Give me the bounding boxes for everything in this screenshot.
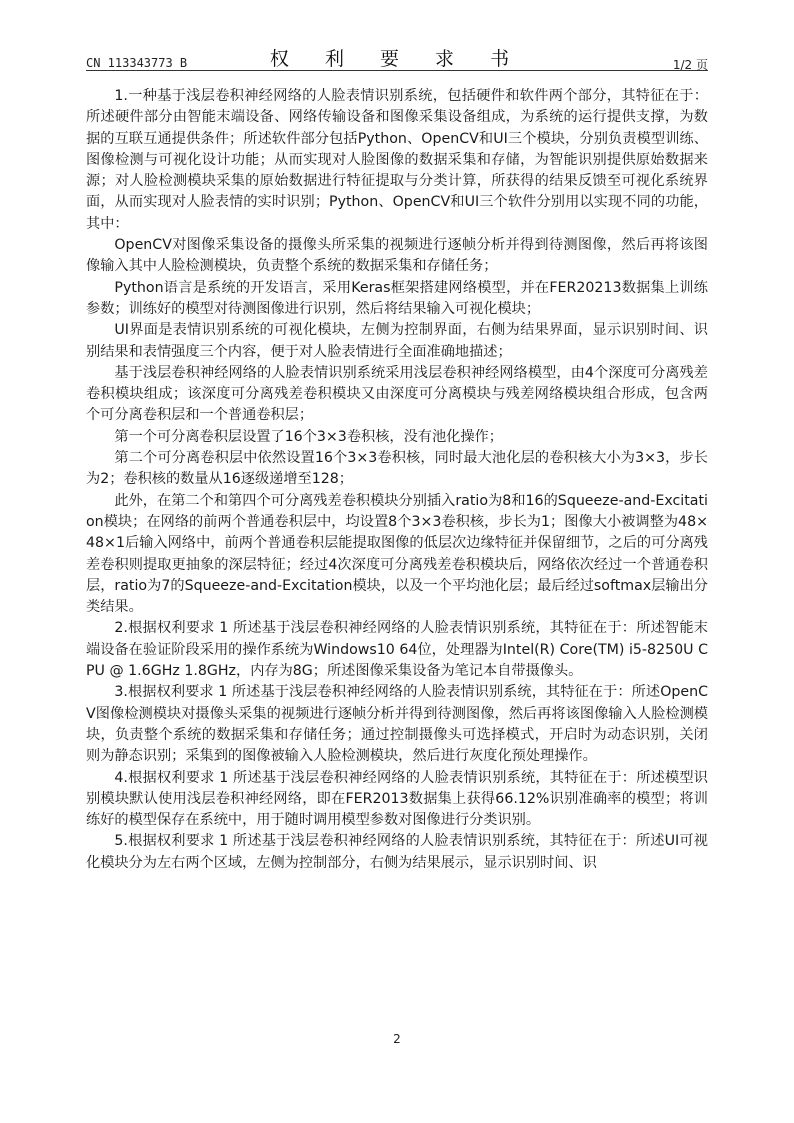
claim-paragraph: 1.一种基于浅层卷积神经网络的人脸表情识别系统，包括硬件和软件两个部分，其特征在于：所述硬件部分由智能末端设备、网络传输设备和图像采集设备组成，为系统的运行提供支撑，为数据的互联互通提供条件；所述软件部分包括Python、OpenCV和UI三个模块，分别负责模型训练、图像检测与可视化设计功能；从而实现对人脸图像的数据采集和存储，为智能识别提供原始数据来源；对人脸检测模块采集的原始数据进行特征提取与分类计算，所获得的结果反馈至可视化系统界面，从而实现对人脸表情的实时识别；Python、OpenCV和UI三个软件分别用以实现不同的功能，其中： <box>86 88 708 232</box>
document-title: 权 利 要 求 书 <box>269 48 525 70</box>
page-indicator: 1/2 页 <box>672 58 708 72</box>
page-number: 2 <box>393 1032 401 1046</box>
claim-paragraph: 5.根据权利要求 1 所述基于浅层卷积神经网络的人脸表情识别系统，其特征在于：所述UI可视化模块分为左右两个区域，左侧为控制部分，右侧为结果展示，显示识别时间、识 <box>86 833 708 871</box>
claim-paragraph: 基于浅层卷积神经网络的人脸表情识别系统采用浅层卷积神经网络模型，由4个深度可分离残差卷积模块组成；该深度可分离残差卷积模块又由深度可分离模块与残差网络模块组合形成，包含两个可分离卷积层和一个普通卷积层； <box>86 364 708 424</box>
header-divider <box>86 70 708 71</box>
claim-paragraph: OpenCV对图像采集设备的摄像头所采集的视频进行逐帧分析并得到待测图像，然后再将该图像输入其中人脸检测模块，负责整个系统的数据采集和存储任务； <box>86 237 708 275</box>
claim-paragraph: 此外，在第二个和第四个可分离残差卷积模块分别插入ratio为8和16的Squeeze-and-Excitation模块；在网络的前两个普通卷积层中，均设置8个3×3卷积核，步长为1；图像大小被调整为48×48×1后输入网络中，前两个普通卷积层能提取图像的低层次边缘特征并保留细节，之后的可分离残差卷积则提取更抽象的深层特征；经过4次深度可分离残差卷积模块后，网络依次经过一个普通卷积层，ratio为7的Squeeze-and-Excitation模块，以及一个平均池化层；最后经过softmax层输出分类结果。 <box>86 492 708 616</box>
claim-paragraph: UI界面是表情识别系统的可视化模块，左侧为控制界面，右侧为结果界面，显示识别时间、识别结果和表情强度三个内容，便于对人脸表情进行全面准确地描述； <box>86 322 708 360</box>
claim-paragraph: 2.根据权利要求 1 所述基于浅层卷积神经网络的人脸表情识别系统，其特征在于：所述智能末端设备在验证阶段采用的操作系统为Windows10 64位，处理器为Intel(R) Core(TM) i5-8250U CPU @ 1.6GHz 1.8GHz，内存为8G；所述图像采集设备为笔记本自带摄像头。 <box>86 620 708 680</box>
claim-paragraph: Python语言是系统的开发语言，采用Keras框架搭建网络模型，并在FER20213数据集上训练参数；训练好的模型对待测图像进行识别，然后将结果输入可视化模块； <box>86 279 708 317</box>
page-header <box>86 44 708 78</box>
patent-number: CN 113343773 B <box>86 56 188 70</box>
claim-paragraph: 第一个可分离卷积层设置了16个3×3卷积核，没有池化操作； <box>114 428 503 445</box>
claim-paragraph: 第二个可分离卷积层中依然设置16个3×3卷积核，同时最大池化层的卷积核大小为3×3，步长为2；卷积核的数量从16逐级递增至128； <box>86 450 708 488</box>
claim-paragraph: 3.根据权利要求 1 所述基于浅层卷积神经网络的人脸表情识别系统，其特征在于：所述OpenCV图像检测模块对摄像头采集的视频进行逐帧分析并得到待测图像，然后再将该图像输入人脸检测模块，负责整个系统的数据采集和存储任务；通过控制摄像头可选择模式，开启时为动态识别，关闭则为静态识别；采集到的图像被输入人脸检测模块，然后进行灰度化预处理操作。 <box>86 684 708 765</box>
claim-paragraph: 4.根据权利要求 1 所述基于浅层卷积神经网络的人脸表情识别系统，其特征在于：所述模型识别模块默认使用浅层卷积神经网络，即在FER2013数据集上获得66.12%识别准确率的模型；将训练好的模型保存在系统中，用于随时调用模型参数对图像进行分类识别。 <box>86 769 708 829</box>
claims-body <box>86 86 708 874</box>
